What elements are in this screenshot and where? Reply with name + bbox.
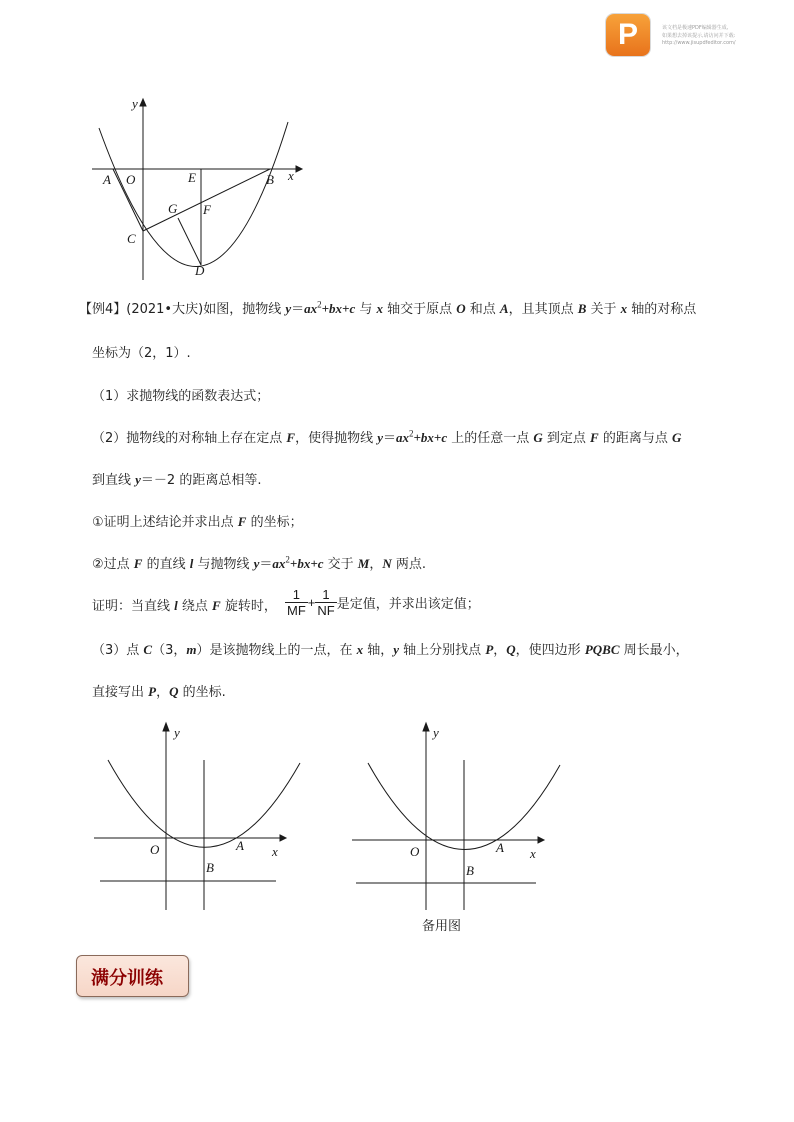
var: P xyxy=(485,642,494,657)
figure-right xyxy=(348,715,568,915)
text: ，使得抛物线 xyxy=(295,431,378,446)
var: F xyxy=(212,598,221,613)
y-axis-arrow xyxy=(423,723,429,731)
text: 证明：当直线 xyxy=(92,599,175,614)
text: 的距离与点 xyxy=(598,431,672,446)
var: G xyxy=(671,430,682,445)
label-y: y xyxy=(174,725,180,740)
label-x: x xyxy=(272,844,278,859)
text: 如图，抛物线 xyxy=(203,302,286,317)
label-D: D xyxy=(195,263,205,278)
var: Q xyxy=(506,642,516,657)
question-3-cont xyxy=(92,681,226,700)
text: （3）点 xyxy=(92,643,144,658)
var: B xyxy=(577,301,587,316)
text: 轴的对称点 xyxy=(627,302,697,317)
var: y xyxy=(285,301,292,316)
text: 的直线 xyxy=(142,557,190,572)
var: ax xyxy=(304,301,318,316)
backup-figure-caption: 备用图 xyxy=(422,919,462,934)
plus-sign: + xyxy=(307,595,316,610)
watermark-line-3: http://www.jisupdfeditor.com/ xyxy=(662,40,736,46)
text: ＝ xyxy=(291,302,305,317)
fraction-1 xyxy=(285,587,308,618)
numerator: 1 xyxy=(315,587,336,603)
label-O: O xyxy=(150,842,160,857)
var: m xyxy=(186,642,197,657)
var: ax xyxy=(272,556,286,571)
text: 上的任意一点 xyxy=(447,431,534,446)
text: （2）抛物线的对称轴上存在定点 xyxy=(92,431,287,446)
var: l xyxy=(174,598,178,613)
var: +bx+c xyxy=(413,430,448,445)
var: F xyxy=(286,430,296,445)
text: ， xyxy=(156,685,170,700)
label-C: C xyxy=(127,231,136,246)
text: 旋转时， xyxy=(220,599,277,614)
text: 的坐标. xyxy=(178,685,226,700)
x-axis-arrow xyxy=(296,166,302,172)
var: PQBC xyxy=(584,642,620,657)
label-E: E xyxy=(188,170,196,185)
watermark-line-2: 如果想去掉该提示,请访问并下载: xyxy=(662,33,736,39)
text: 的坐标； xyxy=(246,515,303,530)
var: y xyxy=(393,642,400,657)
label-B: B xyxy=(466,863,474,878)
section-badge xyxy=(76,955,189,997)
label-y: y xyxy=(433,725,439,740)
label-A: A xyxy=(103,172,111,187)
var: M xyxy=(357,556,370,571)
label-O: O xyxy=(126,172,136,187)
var: x xyxy=(620,301,628,316)
var: Q xyxy=(169,684,179,699)
label-x: x xyxy=(288,168,294,183)
label-B: B xyxy=(206,860,214,875)
exponent: 2 xyxy=(409,428,414,439)
fraction-expression xyxy=(285,587,480,618)
y-axis-arrow xyxy=(163,723,169,731)
label-A: A xyxy=(236,838,244,853)
text: 绕点 xyxy=(177,599,213,614)
text: ，且其顶点 xyxy=(508,302,578,317)
text: ＝－2 的距离总相等. xyxy=(140,473,262,488)
question-2-part-2 xyxy=(92,553,426,572)
var: +bx+c xyxy=(289,556,324,571)
label-x: x xyxy=(530,846,536,861)
text: 轴交于原点 xyxy=(382,302,457,317)
text: 关于 xyxy=(586,302,621,317)
var: y xyxy=(377,430,383,445)
var: ax xyxy=(396,430,410,445)
watermark-line-1: 该文档是极速PDF编辑器生成, xyxy=(662,25,729,31)
var: x xyxy=(356,642,364,657)
problem-line-2: 坐标为（2，1）. xyxy=(92,346,191,361)
denominator: NF xyxy=(317,603,335,618)
example-source: (2021•大庆) xyxy=(126,302,204,317)
question-3 xyxy=(92,639,689,658)
var: x xyxy=(376,301,383,316)
label-B: B xyxy=(266,172,274,187)
text: 到直线 xyxy=(92,473,136,488)
proof-line xyxy=(92,595,277,614)
text: ②过点 xyxy=(92,557,134,572)
var: F xyxy=(237,514,247,529)
text: ， xyxy=(493,643,507,658)
denominator: MF xyxy=(287,603,306,618)
example-tag: 【例4】 xyxy=(79,302,127,317)
label-O: O xyxy=(410,844,420,859)
text: ， xyxy=(369,557,383,572)
text: 周长最小， xyxy=(619,643,689,658)
text: 轴上分别找点 xyxy=(399,643,486,658)
segment-CB xyxy=(143,169,270,231)
var: N xyxy=(382,556,392,571)
var: +bx+c xyxy=(321,301,356,316)
text: （3， xyxy=(152,643,187,658)
exponent: 2 xyxy=(317,299,322,310)
question-2 xyxy=(92,427,681,446)
var: G xyxy=(533,430,543,445)
text: 与 xyxy=(355,302,377,317)
problem-line-1 xyxy=(79,298,696,317)
question-2-part-1 xyxy=(92,511,303,530)
text: 和点 xyxy=(465,302,500,317)
text: 是定值，并求出该定值； xyxy=(336,596,480,611)
label-G: G xyxy=(168,201,178,216)
logo-letter: P xyxy=(617,18,638,51)
figure-left xyxy=(90,715,310,915)
text: ）是该抛物线上的一点，在 xyxy=(196,643,357,658)
var: P xyxy=(148,684,157,699)
var: l xyxy=(189,556,194,571)
text: ，使四边形 xyxy=(515,643,585,658)
exponent: 2 xyxy=(285,554,290,565)
label-F: F xyxy=(203,202,211,217)
segment-GD xyxy=(178,218,201,265)
pdf-editor-logo xyxy=(606,14,650,56)
var: F xyxy=(133,556,143,571)
fraction-2 xyxy=(315,587,336,618)
text: ①证明上述结论并求出点 xyxy=(92,515,238,530)
text: 到定点 xyxy=(542,431,591,446)
var: O xyxy=(456,301,466,316)
text: 直接写出 xyxy=(92,685,149,700)
section-label: 满分训练 xyxy=(91,968,163,989)
text: 轴， xyxy=(363,643,394,658)
var: y xyxy=(135,472,141,487)
text: 交于 xyxy=(323,557,358,572)
text: ＝ xyxy=(259,557,273,572)
numerator: 1 xyxy=(285,587,308,603)
figure-top xyxy=(80,90,310,290)
text: 与抛物线 xyxy=(193,557,254,572)
text: 两点. xyxy=(391,557,427,572)
x-axis-arrow xyxy=(538,837,544,843)
label-A: A xyxy=(496,840,504,855)
x-axis-arrow xyxy=(280,835,286,841)
var: y xyxy=(253,556,260,571)
y-axis-arrow xyxy=(140,99,146,106)
var: A xyxy=(499,301,509,316)
label-y: y xyxy=(132,96,138,111)
var: F xyxy=(590,430,599,445)
question-2-cont xyxy=(92,469,261,488)
text: ＝ xyxy=(383,431,397,446)
question-1: （1）求抛物线的函数表达式； xyxy=(92,389,270,404)
var: C xyxy=(143,642,153,657)
